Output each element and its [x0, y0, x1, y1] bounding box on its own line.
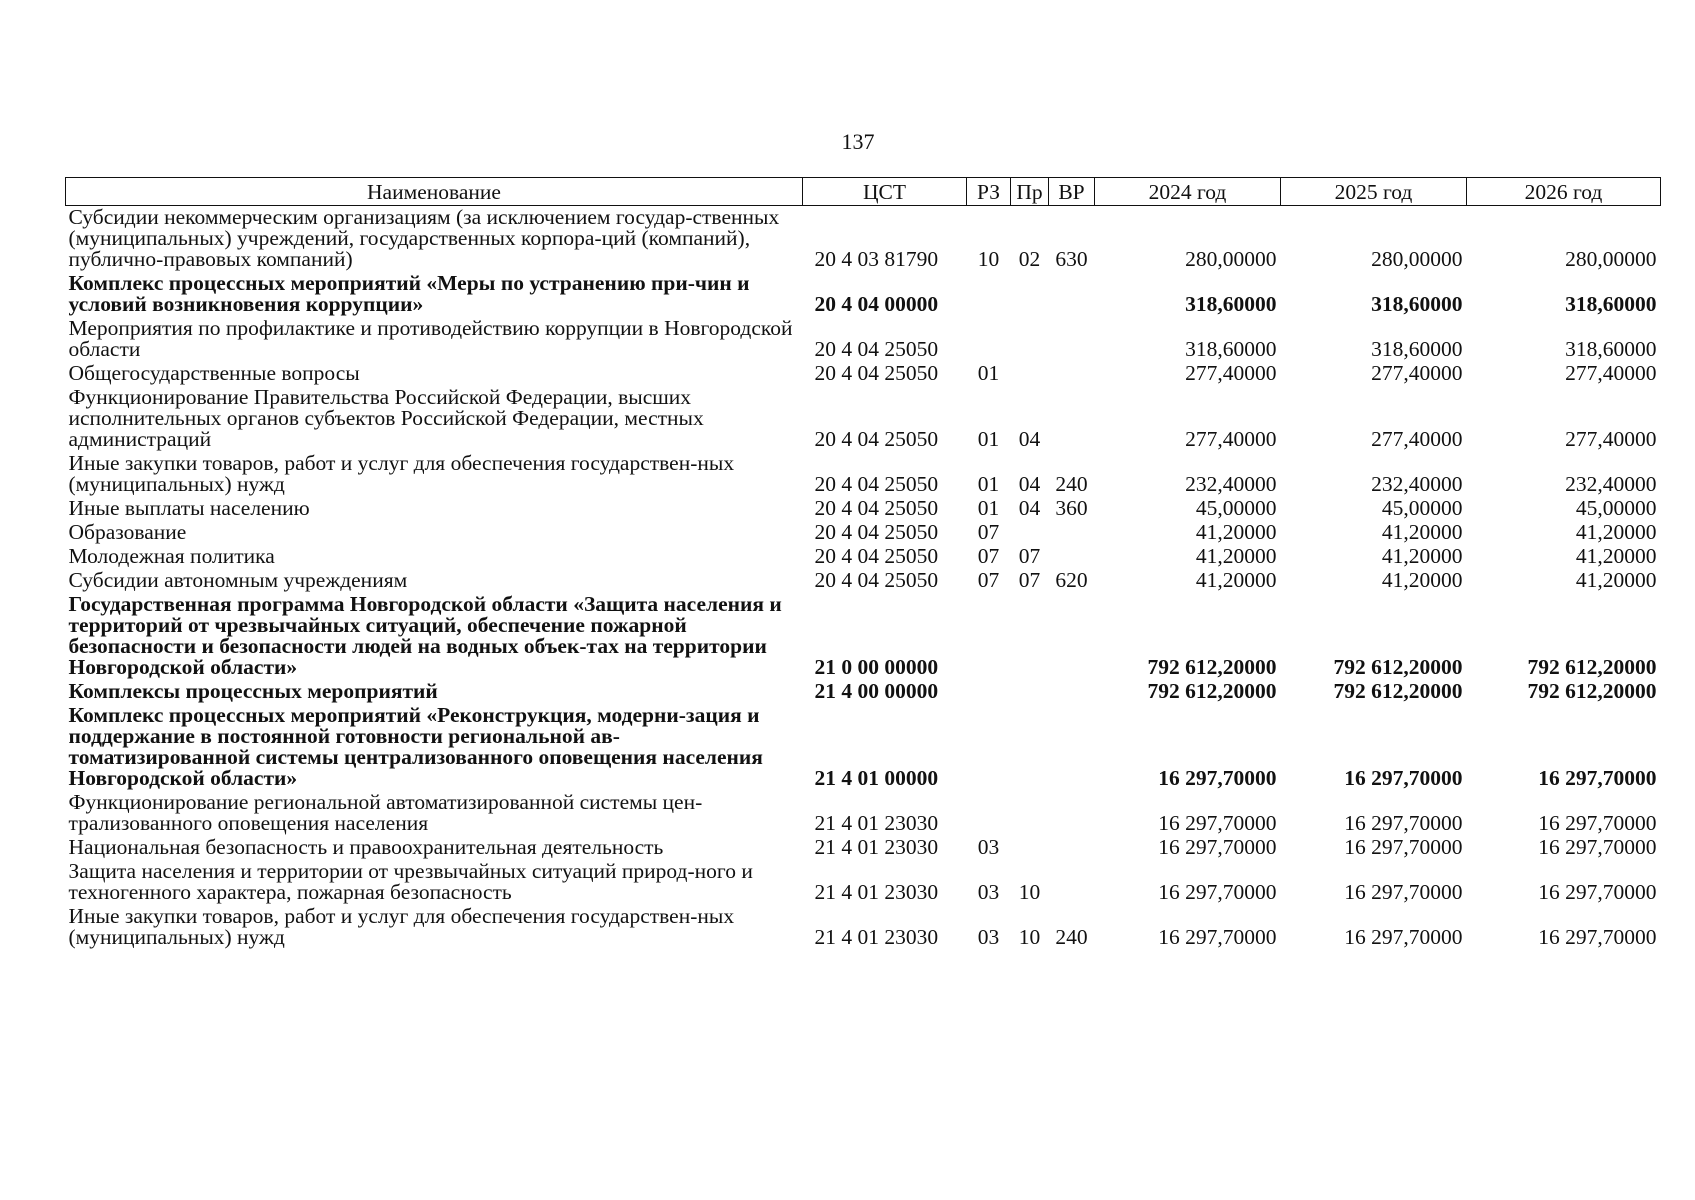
cell-rz — [967, 680, 1011, 704]
cell-pr — [1011, 680, 1049, 704]
cell-name: Иные закупки товаров, работ и услуг для обеспечения государствен-ных (муниципальных) нужд — [68, 451, 735, 496]
cell-y2025: 16 297,70000 — [1344, 880, 1463, 904]
cell-rz: 01 — [977, 427, 1000, 451]
header-name: Наименование — [66, 178, 803, 206]
cell-pr: 07 — [1018, 544, 1041, 568]
budget-table — [65, 177, 1661, 950]
cell-y2024: 41,20000 — [1195, 568, 1277, 592]
cell-y2025: 16 297,70000 — [1344, 835, 1463, 859]
cell-y2025: 232,40000 — [1371, 472, 1463, 496]
cell-vr — [1049, 680, 1095, 704]
cell-y2026: 16 297,70000 — [1538, 880, 1657, 904]
cell-name: Функционирование Правительства Российской Федерации, высших исполнительных органов субъектов Российской Федерации, местных администраций — [68, 385, 704, 451]
cell-y2024: 232,40000 — [1185, 472, 1277, 496]
cell-y2025: 41,20000 — [1381, 544, 1463, 568]
cell-y2026: 16 297,70000 — [1538, 766, 1657, 790]
cell-name: Комплексы процессных мероприятий — [68, 679, 438, 703]
cell-y2025: 277,40000 — [1371, 361, 1463, 385]
cell-vr: 630 — [1055, 247, 1088, 271]
table-body — [66, 206, 1661, 951]
cell-vr — [1049, 791, 1095, 836]
table-row — [66, 317, 1661, 362]
cell-pr — [1011, 791, 1049, 836]
cell-pr: 04 — [1018, 427, 1041, 451]
cell-name: Иные закупки товаров, работ и услуг для обеспечения государствен-ных (муниципальных) нужд — [68, 904, 735, 949]
cell-name: Молодежная политика — [68, 544, 275, 568]
table-row — [66, 791, 1661, 836]
cell-vr — [1049, 362, 1095, 386]
table-row — [66, 362, 1661, 386]
cell-pr — [1011, 317, 1049, 362]
cell-cst: 21 4 01 00000 — [814, 766, 939, 790]
cell-cst: 20 4 04 25050 — [814, 361, 939, 385]
cell-cst: 21 4 01 23030 — [814, 925, 939, 949]
cell-pr: 04 — [1018, 496, 1041, 520]
cell-name: Общегосударственные вопросы — [68, 361, 360, 385]
cell-rz — [967, 704, 1011, 791]
cell-rz — [967, 593, 1011, 680]
cell-name: Субсидии автономным учреждениям — [68, 568, 408, 592]
cell-rz — [967, 791, 1011, 836]
cell-rz: 03 — [977, 835, 1000, 859]
cell-cst: 20 4 04 25050 — [814, 427, 939, 451]
cell-y2024: 16 297,70000 — [1158, 811, 1277, 835]
table-row — [66, 905, 1661, 950]
cell-name: Функционирование региональной автоматизированной системы цен-трализованного оповещения населения — [68, 790, 703, 835]
cell-pr — [1011, 836, 1049, 860]
cell-pr — [1011, 593, 1049, 680]
table-row — [66, 860, 1661, 905]
table-row — [66, 704, 1661, 791]
page-number: 137 — [841, 129, 875, 154]
cell-y2025: 318,60000 — [1371, 292, 1463, 316]
cell-name: Мероприятия по профилактике и противодействию коррупции в Новгородской области — [68, 316, 793, 361]
cell-name: Национальная безопасность и правоохранительная деятельность — [68, 835, 664, 859]
cell-cst: 21 4 01 23030 — [814, 835, 939, 859]
cell-y2024: 41,20000 — [1195, 520, 1277, 544]
cell-y2026: 318,60000 — [1565, 292, 1657, 316]
cell-vr — [1049, 860, 1095, 905]
cell-y2025: 280,00000 — [1371, 247, 1463, 271]
table-row — [66, 680, 1661, 704]
cell-y2024: 277,40000 — [1185, 427, 1277, 451]
cell-pr — [1011, 272, 1049, 317]
table-row — [66, 593, 1661, 680]
cell-cst: 21 4 00 00000 — [814, 679, 939, 703]
cell-cst: 21 0 00 00000 — [814, 655, 939, 679]
header-pr: Пр — [1011, 178, 1049, 206]
cell-y2026: 41,20000 — [1575, 568, 1657, 592]
cell-y2026: 16 297,70000 — [1538, 811, 1657, 835]
table-row — [66, 497, 1661, 521]
cell-pr: 04 — [1018, 472, 1041, 496]
cell-rz: 07 — [977, 544, 1000, 568]
cell-y2024: 45,00000 — [1195, 496, 1277, 520]
cell-cst: 20 4 04 25050 — [814, 544, 939, 568]
table-row — [66, 545, 1661, 569]
cell-y2024: 16 297,70000 — [1158, 880, 1277, 904]
cell-vr: 240 — [1055, 925, 1088, 949]
cell-vr — [1049, 704, 1095, 791]
cell-rz: 03 — [977, 880, 1000, 904]
cell-y2026: 277,40000 — [1565, 427, 1657, 451]
cell-y2025: 277,40000 — [1371, 427, 1463, 451]
cell-y2026: 280,00000 — [1565, 247, 1657, 271]
cell-y2025: 318,60000 — [1371, 337, 1463, 361]
table-row — [66, 452, 1661, 497]
cell-y2026: 792 612,20000 — [1527, 679, 1657, 703]
cell-y2026: 792 612,20000 — [1527, 655, 1657, 679]
cell-pr — [1011, 521, 1049, 545]
cell-name: Комплекс процессных мероприятий «Меры по устранению при-чин и условий возникновения коррупции» — [68, 271, 750, 316]
cell-y2026: 318,60000 — [1565, 337, 1657, 361]
cell-y2024: 792 612,20000 — [1147, 679, 1277, 703]
table-row — [66, 836, 1661, 860]
cell-pr: 10 — [1018, 925, 1041, 949]
table-row — [66, 521, 1661, 545]
cell-y2024: 16 297,70000 — [1158, 835, 1277, 859]
cell-pr: 10 — [1018, 880, 1041, 904]
cell-y2024: 16 297,70000 — [1158, 766, 1277, 790]
cell-cst: 20 4 04 25050 — [814, 472, 939, 496]
cell-rz: 07 — [977, 520, 1000, 544]
header-cst: ЦСТ — [803, 178, 967, 206]
cell-y2025: 16 297,70000 — [1344, 766, 1463, 790]
cell-name: Образование — [68, 520, 187, 544]
cell-rz: 01 — [977, 361, 1000, 385]
cell-vr — [1049, 593, 1095, 680]
cell-vr — [1049, 521, 1095, 545]
cell-name: Защита населения и территории от чрезвычайных ситуаций природ-ного и техногенного характера, пожарная безопасность — [68, 859, 753, 904]
cell-rz — [967, 272, 1011, 317]
cell-y2026: 16 297,70000 — [1538, 835, 1657, 859]
cell-cst: 20 4 04 25050 — [814, 496, 939, 520]
cell-vr: 240 — [1055, 472, 1088, 496]
cell-rz: 01 — [977, 472, 1000, 496]
cell-y2024: 16 297,70000 — [1158, 925, 1277, 949]
cell-name: Иные выплаты населению — [68, 496, 310, 520]
table-row — [66, 386, 1661, 452]
cell-y2026: 41,20000 — [1575, 520, 1657, 544]
cell-cst: 20 4 03 81790 — [814, 247, 939, 271]
cell-y2025: 16 297,70000 — [1344, 925, 1463, 949]
cell-name: Комплекс процессных мероприятий «Реконструкция, модерни-зация и поддержание в постоянной готовности региональной ав-томатизированной системы централизованного оповещения населения Новгородской области» — [68, 703, 763, 790]
cell-pr: 07 — [1018, 568, 1041, 592]
cell-cst: 20 4 04 25050 — [814, 568, 939, 592]
cell-cst: 20 4 04 25050 — [814, 520, 939, 544]
cell-cst: 21 4 01 23030 — [814, 811, 939, 835]
header-rz: РЗ — [967, 178, 1011, 206]
cell-y2024: 318,60000 — [1185, 292, 1277, 316]
cell-y2025: 45,00000 — [1381, 496, 1463, 520]
table-row — [66, 206, 1661, 273]
cell-vr: 360 — [1055, 496, 1088, 520]
cell-cst: 20 4 04 25050 — [814, 337, 939, 361]
cell-y2025: 41,20000 — [1381, 568, 1463, 592]
cell-y2025: 792 612,20000 — [1333, 679, 1463, 703]
cell-y2025: 16 297,70000 — [1344, 811, 1463, 835]
cell-y2026: 232,40000 — [1565, 472, 1657, 496]
cell-vr — [1049, 836, 1095, 860]
cell-y2026: 45,00000 — [1575, 496, 1657, 520]
cell-pr — [1011, 704, 1049, 791]
cell-rz: 03 — [977, 925, 1000, 949]
cell-y2024: 277,40000 — [1185, 361, 1277, 385]
cell-y2024: 280,00000 — [1185, 247, 1277, 271]
cell-pr: 02 — [1018, 247, 1041, 271]
cell-vr — [1049, 272, 1095, 317]
table-row — [66, 569, 1661, 593]
cell-vr — [1049, 317, 1095, 362]
cell-rz — [967, 317, 1011, 362]
table-row — [66, 272, 1661, 317]
cell-y2025: 41,20000 — [1381, 520, 1463, 544]
cell-y2026: 277,40000 — [1565, 361, 1657, 385]
cell-name: Субсидии некоммерческим организациям (за исключением государ-ственных (муниципальных) учреждений, государственных корпора-ций (компаний), публично-правовых компаний) — [68, 205, 780, 271]
header-2024: 2024 год — [1095, 178, 1281, 206]
cell-y2026: 16 297,70000 — [1538, 925, 1657, 949]
cell-y2024: 41,20000 — [1195, 544, 1277, 568]
cell-rz: 10 — [977, 247, 1000, 271]
cell-vr — [1049, 386, 1095, 452]
table-header-row — [66, 178, 1661, 206]
cell-vr — [1049, 545, 1095, 569]
header-2026: 2026 год — [1467, 178, 1661, 206]
cell-y2025: 792 612,20000 — [1333, 655, 1463, 679]
cell-y2024: 318,60000 — [1185, 337, 1277, 361]
cell-y2026: 41,20000 — [1575, 544, 1657, 568]
header-2025: 2025 год — [1281, 178, 1467, 206]
cell-cst: 20 4 04 00000 — [814, 292, 939, 316]
cell-rz: 07 — [977, 568, 1000, 592]
cell-pr — [1011, 362, 1049, 386]
cell-vr: 620 — [1055, 568, 1088, 592]
cell-y2024: 792 612,20000 — [1147, 655, 1277, 679]
cell-name: Государственная программа Новгородской области «Защита населения и территорий от чрезвычайных ситуаций, обеспечение пожарной безопасности и безопасности людей на водных объек-тах на территории Новгородской области» — [68, 592, 782, 679]
header-vr: ВР — [1049, 178, 1095, 206]
cell-cst: 21 4 01 23030 — [814, 880, 939, 904]
cell-rz: 01 — [977, 496, 1000, 520]
